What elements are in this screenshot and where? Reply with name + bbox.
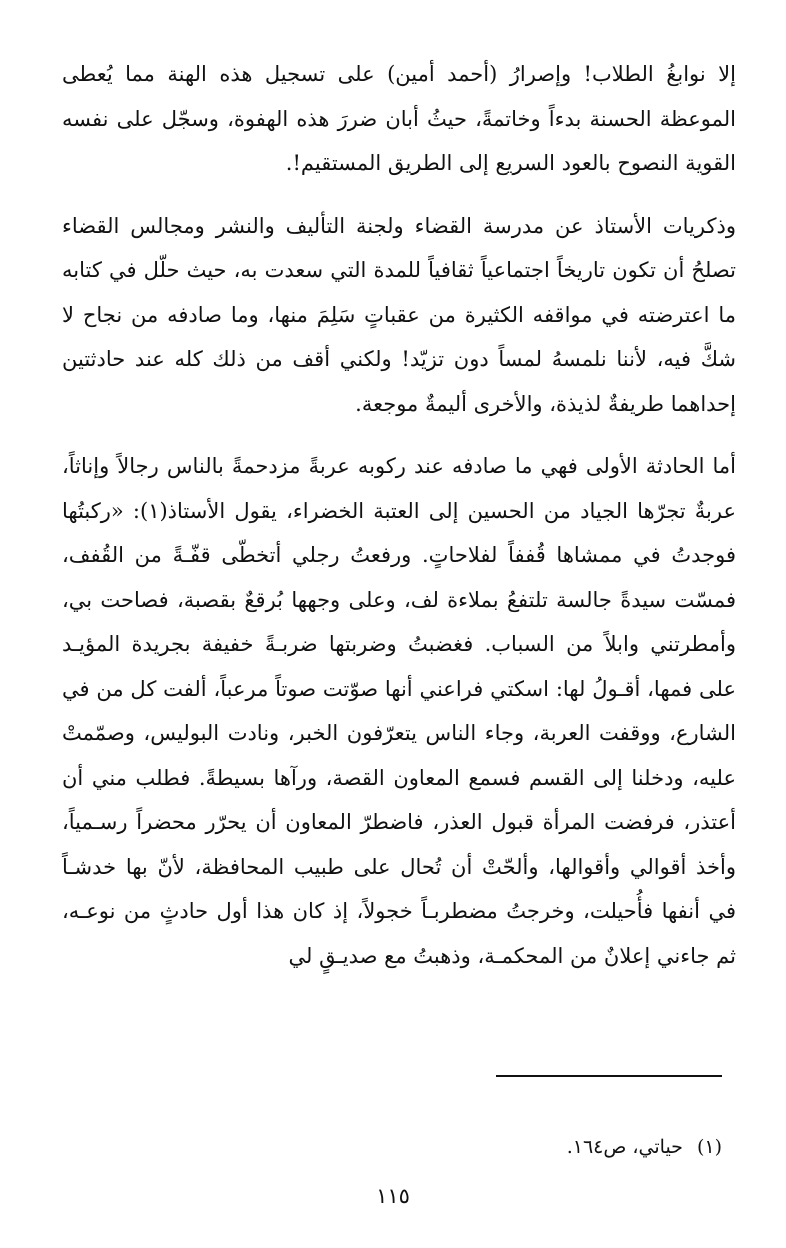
footnote-text: حياتي، ص١٦٤. [566, 1136, 683, 1158]
footnote [567, 1136, 722, 1158]
footnote-marker: (١) [696, 1136, 722, 1158]
paragraph-3: أما الحادثة الأولى فهي ما صادفه عند ركوبه عربةً مزدحمةً بالناس رجالاً وإناثاً، عربةٌ تجرّها الجياد من الحسين إلى العتبة الخضراء، يقول الأستاذ(١): «ركبتُها فوجدتُ في ممشاها قُففاً لفلاحاتٍ. ورفعتُ رجلي أتخطّى قفّـةً من القُفف، فمسّت سيدةً جالسة تلتفعُ بملاءة لف، وعلى وجهها بُرقعٌ بقصبة، فصاحت بي، وأمطرتني وابلاً من السباب. فغضبتُ وضربتها ضربـةً خفيفة بجريدة المؤيـد على فمها، أقـولُ لها: اسكتي فراعني أنها صوّتت صوتاً مرعباً، ألفت كل من في الشارع، ووقفت العربة، وجاء الناس يتعرّفون الخبر، ونادت البوليس، وصمّمتْ عليه، ودخلنا إلى القسم فسمع المعاون القصة، ورآها بسيطةً. فطلب مني أن أعتذر، فرفضت المرأة قبول العذر، فاضطرّ المعاون أن يحرّر محضراً رسـمياً، وأخذ أقوالي وأقوالها، وألحّتْ أن تُحال على طبيب المحافظة، لأنّ بها خدشـاً في أنفها فأُحيلت، وخرجتُ مضطربـاً خجولاً، إذ كان هذا أول حادثٍ من نوعـه، ثم جاءني إعلانٌ من المحكمـة، وذهبتُ مع صديـقٍ لي [62, 454, 736, 968]
page-number: ١١٥ [376, 1184, 410, 1208]
page-body [62, 52, 736, 978]
paragraph-2: وذكريات الأستاذ عن مدرسة القضاء ولجنة التأليف والنشر ومجالس القضاء تصلحُ أن تكون تاريخاً اجتماعياً ثقافياً للمدة التي سعدت به، حيث حلّل في كتابه ما اعترضته في مواقفه الكثيرة من عقباتٍ سَلِمَ منها، وما صادفه من نجاح لا شكَّ فيه، لأننا نلمسهُ لمساً دون تزيّد! ولكني أقف من ذلك كله عند حادثتين إحداهما طريفةٌ لذيذة، والأخرى أليمةٌ موجعة. [62, 213, 736, 416]
paragraph-1: إلا نوابغُ الطلاب! وإصرارُ (أحمد أمين) على تسجيل هذه الهنة مما يُعطى الموعظة الحسنة بدءاً وخاتمةً، حيثُ أبان ضررَ هذه الهفوة، وسجّل على نفسه القوية النصوح بالعود السريع إلى الطريق المستقيم!. [62, 62, 736, 175]
footnote-divider [496, 1075, 722, 1077]
